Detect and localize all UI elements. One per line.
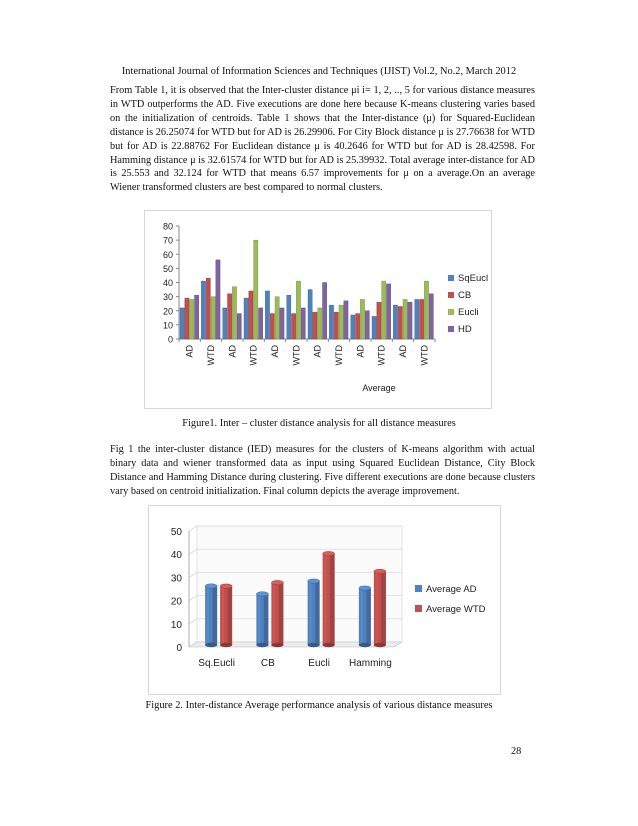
legend-label-eucli: Eucli [458, 307, 479, 318]
bar-sqeucl-7 [329, 305, 333, 339]
bar-cap [271, 580, 283, 584]
bar-cb-2 [228, 294, 232, 339]
bar-hd-0 [195, 295, 199, 339]
journal-header: International Journal of Information Sciences and Techniques (IJIST) Vol.2, No.2, March 2012 [121, 66, 517, 77]
bar-eucli-5 [296, 281, 300, 339]
grid-diagonal [189, 619, 197, 624]
x-tick-label: WTD [334, 345, 344, 366]
bar-sqeucl-10 [393, 305, 397, 339]
bar-hd-7 [344, 301, 348, 339]
bar-cb-8 [356, 314, 360, 339]
bar-sqeucl-8 [351, 315, 355, 339]
bar-shade [264, 594, 269, 645]
y-tick-label: 50 [170, 527, 182, 538]
bar-hd-6 [323, 283, 327, 340]
bar-cap [205, 584, 217, 588]
bar-cap [359, 586, 371, 590]
bar-hd-9 [387, 284, 391, 339]
bar-shade [213, 586, 218, 645]
bar-base [205, 643, 217, 647]
x-tick-label: AD [355, 345, 366, 358]
bar-hd-1 [216, 260, 220, 339]
y-tick-label: 50 [162, 263, 173, 274]
bar-hd-3 [259, 308, 263, 339]
bar-shade [366, 588, 371, 645]
bar-shade [228, 586, 233, 645]
legend-label-cb: CB [458, 290, 472, 301]
bar-eucli-2 [232, 287, 236, 339]
bar-cb-0 [185, 298, 189, 339]
bar-cap [323, 551, 335, 555]
bar-cap [220, 584, 232, 588]
bar-eucli-6 [318, 308, 322, 339]
bar-cb-1 [206, 278, 210, 339]
y-tick-label: 0 [176, 643, 182, 654]
figure2-caption: Figure 2. Inter-distance Average performance analysis of various distance measures [145, 700, 493, 711]
bar-shade [381, 571, 386, 645]
x-axis-title: Average [362, 383, 396, 393]
bar-sqeucl-1 [201, 281, 205, 339]
x-tick-label: AD [270, 345, 280, 358]
bar-base [323, 643, 335, 647]
bar-hd-2 [237, 314, 241, 339]
bar-hd-4 [280, 308, 284, 339]
x-tick-label: Eucli [308, 658, 330, 669]
bar-sqeucl-0 [180, 308, 184, 339]
x-tick-label: WTD [419, 345, 430, 366]
bar-sqeucl-9 [372, 316, 376, 339]
x-tick-label: AD [312, 345, 323, 358]
bar-cap [308, 579, 320, 583]
bar-hd-11 [429, 294, 433, 339]
paragraph-1: From Table 1, it is observed that the Inter-cluster distance μi i= 1, 2, .., 5 for various distance measures in WTD outperforms the AD. Five executions are done here because K-means clustering varies based on the initialization of centroids. Table 1 shows that the Inter-distance (μ) for Squared-Euclidean distance is 26.25074 for WTD but for AD is 26.29906. For City Block distance μ is 27.76638 for WTD but for AD is 22.88762 For Euclidean distance μ is 40.2646 for WTD but for AD is 28.42598. For Hamming distance μ is 32.61574 for WTD but for AD is 25.39932. Total average inter-distance for AD is 25.553 and 32.124 for WTD that means 6.57 improvements for μ on a average.On an average Wiener transformed clusters are best compared to normal clusters. [110, 85, 535, 194]
x-tick-label: Sq.Eucli [198, 658, 235, 669]
bar-shade [330, 554, 335, 645]
bar-highlight [376, 571, 378, 645]
legend-swatch-cb [448, 292, 454, 298]
bar-highlight [309, 581, 311, 645]
bar-sqeucl-2 [223, 308, 227, 339]
bar-base [220, 643, 232, 647]
bar-base [374, 643, 386, 647]
bar-cap [374, 569, 386, 573]
y-tick-label: 20 [162, 306, 173, 317]
y-tick-label: 80 [162, 221, 173, 232]
bar-highlight [222, 586, 224, 645]
bar-eucli-3 [254, 240, 258, 339]
bar-highlight [273, 583, 275, 645]
x-tick-label: AD [227, 345, 238, 358]
bar-base [256, 643, 268, 647]
x-tick-label: WTD [376, 345, 387, 366]
bar-base [359, 643, 371, 647]
bar-eucli-1 [211, 297, 215, 339]
bar-eucli-4 [275, 297, 279, 339]
legend-swatch-sqeucl [448, 275, 454, 281]
x-tick-label: Hamming [348, 658, 392, 669]
x-tick-label: AD [398, 345, 408, 358]
y-tick-label: 0 [167, 334, 173, 345]
bar-eucli-10 [403, 299, 407, 339]
page-number: 28 [511, 746, 522, 757]
y-tick-label: 30 [162, 292, 173, 303]
bar-highlight [324, 554, 326, 645]
grid-diagonal [189, 549, 197, 554]
bar-cb-9 [377, 302, 381, 339]
x-tick-label: WTD [248, 345, 259, 366]
bar-eucli-9 [382, 281, 386, 339]
grid-diagonal [189, 526, 197, 531]
legend-swatch-eucli [448, 309, 454, 315]
figure1-svg [145, 211, 491, 408]
x-tick-label: AD [184, 345, 195, 358]
bar-hd-5 [301, 308, 305, 339]
x-tick-label: WTD [206, 345, 216, 366]
x-tick-label: CB [260, 658, 275, 669]
bar-cap [256, 592, 268, 596]
legend-swatch-average-wtd [415, 605, 422, 612]
legend-label-hd: HD [458, 324, 472, 335]
bar-sqeucl-4 [265, 291, 269, 339]
legend-label-sqeucl: SqEucl [458, 273, 489, 284]
bar-eucli-7 [339, 305, 343, 339]
grid-diagonal [189, 572, 197, 577]
bar-eucli-8 [360, 299, 364, 339]
bar-sqeucl-3 [244, 298, 248, 339]
bar-highlight [258, 594, 260, 645]
bar-hd-8 [365, 311, 369, 339]
bar-cb-5 [292, 314, 296, 339]
bar-shade [315, 581, 320, 645]
legend-swatch-hd [448, 326, 454, 332]
bar-cb-4 [270, 314, 274, 339]
bar-sqeucl-5 [287, 295, 291, 339]
bar-cb-6 [313, 312, 317, 339]
figure2-svg [149, 506, 500, 694]
bar-cb-7 [334, 312, 338, 339]
grid-diagonal [189, 596, 197, 601]
y-tick-label: 60 [162, 249, 173, 260]
figure1-chart [144, 210, 492, 409]
bar-base [308, 643, 320, 647]
y-tick-label: 40 [170, 550, 182, 562]
legend-label-average-ad: Average AD [426, 584, 477, 595]
bar-cb-11 [420, 299, 424, 339]
legend-label-average-wtd: Average WTD [426, 604, 486, 615]
y-tick-label: 10 [170, 619, 182, 631]
y-tick-label: 20 [170, 596, 182, 608]
bar-cb-3 [249, 291, 253, 339]
bar-cb-10 [398, 307, 402, 339]
x-tick-label: WTD [291, 345, 302, 366]
bar-highlight [207, 586, 209, 645]
bar-highlight [361, 588, 363, 645]
figure1-caption: Figure1. Inter – cluster distance analysis for all distance measures [182, 418, 456, 429]
bar-hd-10 [408, 302, 412, 339]
bar-sqeucl-6 [308, 290, 312, 339]
figure2-chart [148, 505, 501, 695]
y-tick-label: 70 [162, 235, 173, 246]
paragraph-2: Fig 1 the inter-cluster distance (IED) measures for the clusters of K-means algorithm with actual binary data and wiener transformed data as input using Squared Euclidean Distance, City Block Distance and Hamming Distance during clustering. Five different executions are done because clusters vary based on centroid initialization. Final column depicts the average improvement. [110, 444, 535, 497]
bar-base [271, 643, 283, 647]
y-tick-label: 30 [170, 573, 182, 585]
y-tick-label: 40 [162, 278, 173, 288]
legend-swatch-average-ad [415, 585, 422, 592]
bar-shade [279, 583, 284, 645]
bar-eucli-11 [424, 281, 428, 339]
bar-sqeucl-11 [415, 299, 419, 339]
y-tick-label: 10 [162, 320, 173, 331]
bar-eucli-0 [190, 299, 194, 339]
